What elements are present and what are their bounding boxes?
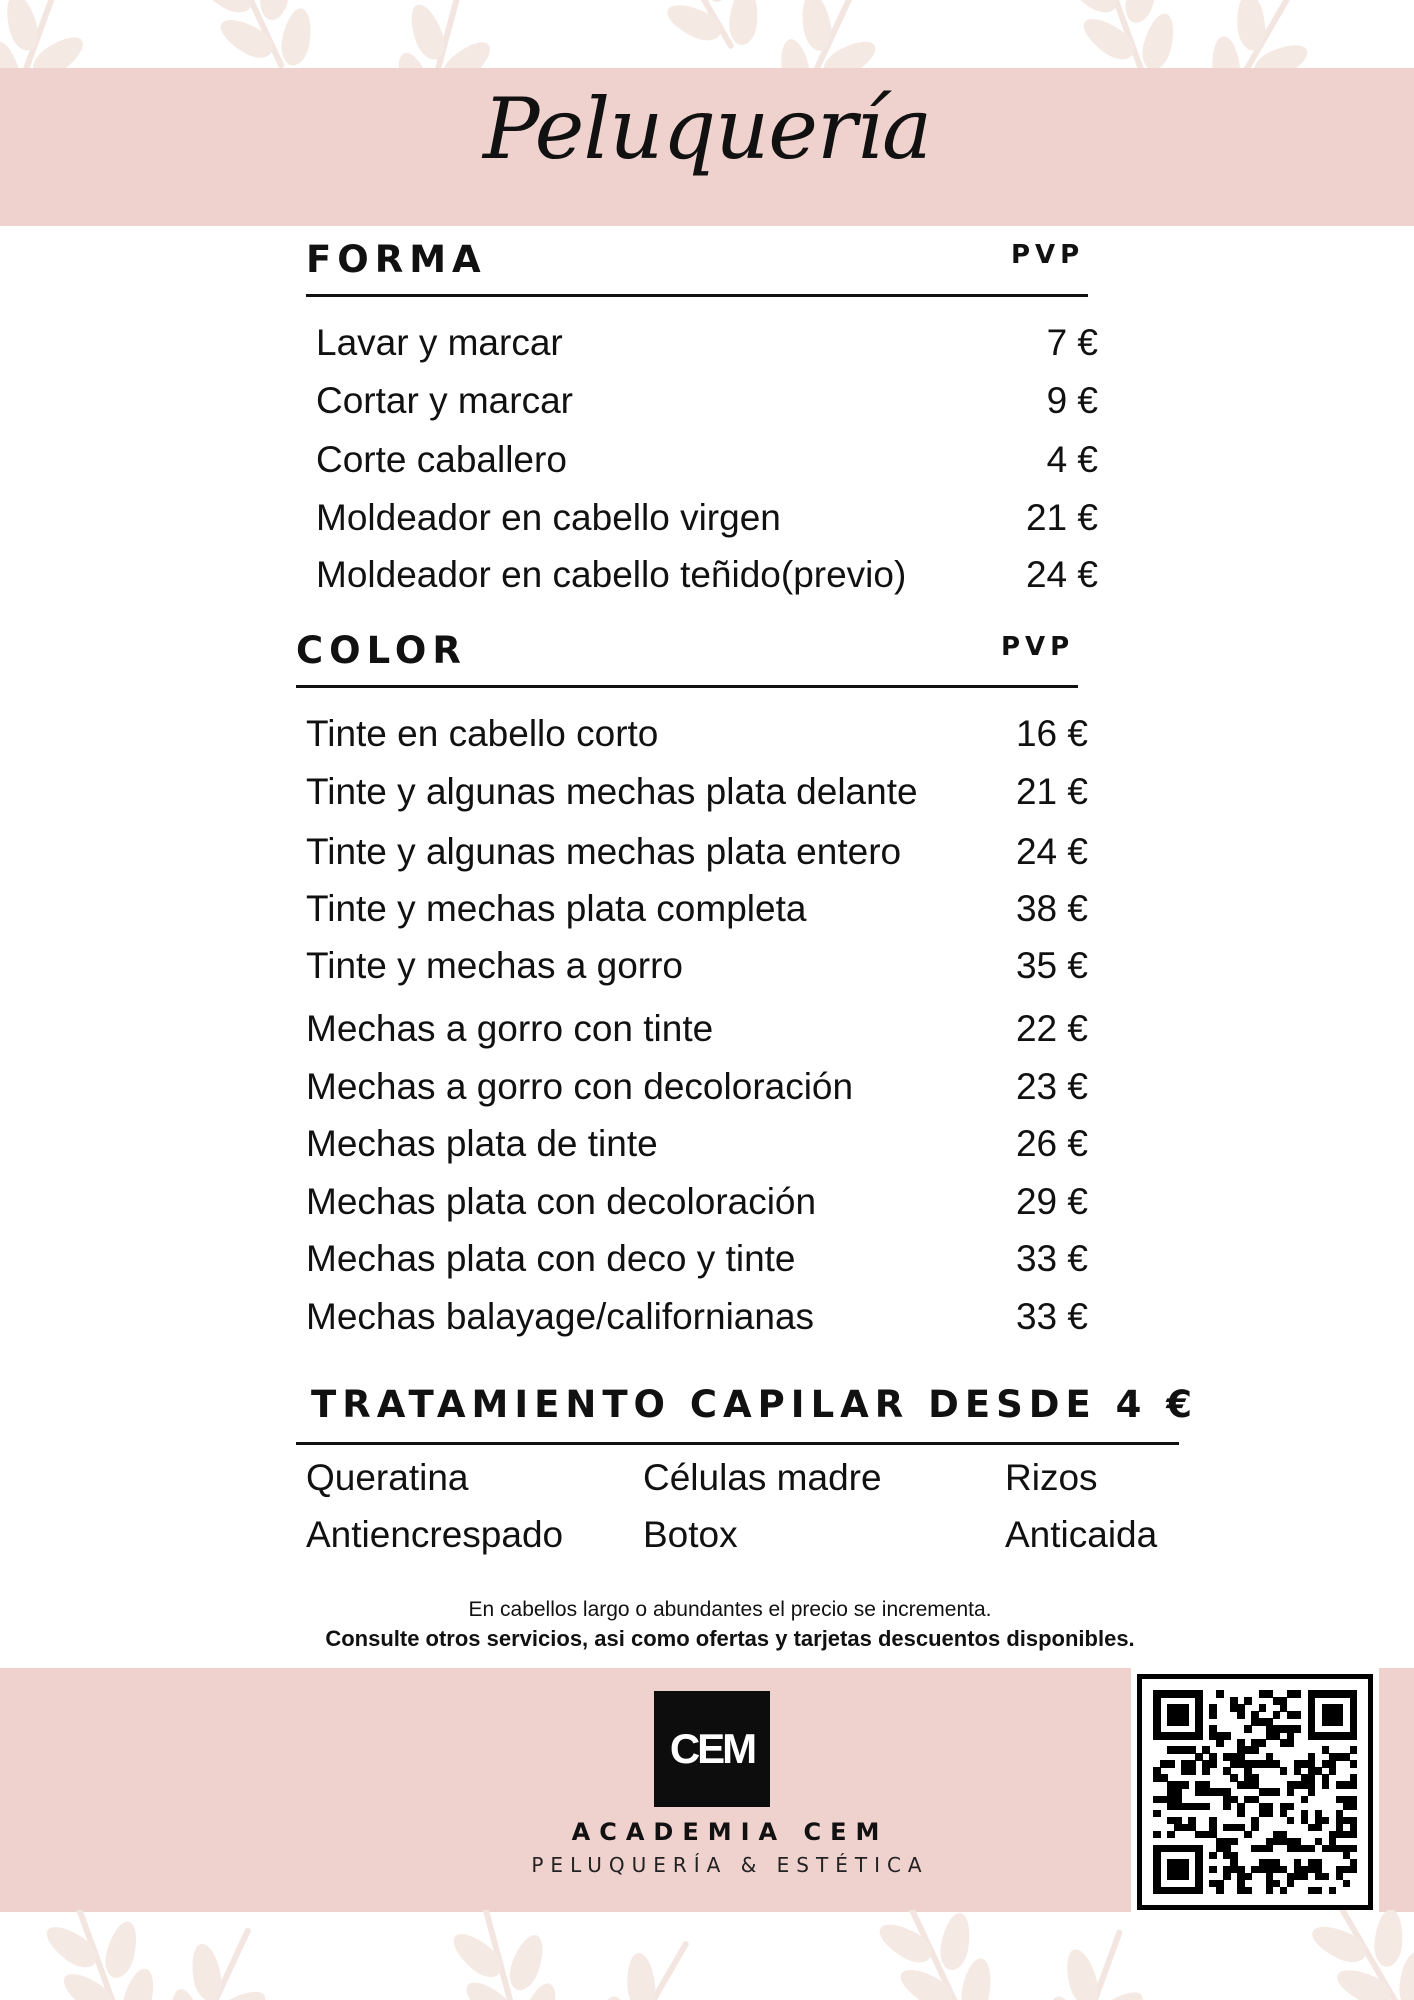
forma-item-price: 7 € xyxy=(1046,322,1098,363)
logo-text: CEM xyxy=(669,1725,755,1772)
forma-item-name: Moldeador en cabello teñido(previo) xyxy=(316,554,907,595)
forma-item-price: 24 € xyxy=(1025,554,1098,595)
forma-item-price: 9 € xyxy=(1046,380,1098,421)
forma-divider xyxy=(306,294,1088,297)
color-item-price: 23 € xyxy=(1015,1066,1088,1107)
forma-pvp-label: PVP xyxy=(1011,240,1085,270)
tratamiento-option: Botox xyxy=(643,1514,738,1555)
color-item-price: 22 € xyxy=(1015,1008,1088,1049)
page-title: Peluquería xyxy=(482,80,932,178)
color-item-name: Tinte y mechas plata completa xyxy=(306,888,807,929)
color-item-price: 38 € xyxy=(1015,888,1088,929)
color-item-name: Mechas a gorro con tinte xyxy=(306,1008,714,1049)
tratamiento-heading: TRATAMIENTO CAPILAR DESDE 4 € xyxy=(311,1383,1199,1426)
color-item-price: 26 € xyxy=(1015,1123,1088,1164)
forma-item-name: Lavar y marcar xyxy=(316,322,563,363)
color-item-name: Mechas balayage/californianas xyxy=(306,1296,815,1337)
forma-item-price: 4 € xyxy=(1046,439,1098,480)
color-item-name: Mechas a gorro con decoloración xyxy=(306,1066,854,1107)
color-divider xyxy=(296,685,1078,688)
color-item-name: Mechas plata de tinte xyxy=(306,1123,658,1164)
color-item-name: Mechas plata con deco y tinte xyxy=(306,1238,796,1279)
color-item-price: 29 € xyxy=(1015,1181,1088,1222)
forma-heading: FORMA xyxy=(306,238,487,281)
tratamiento-option: Antiencrespado xyxy=(306,1514,564,1555)
forma-item-name: Cortar y marcar xyxy=(316,380,573,421)
forma-item-name: Moldeador en cabello virgen xyxy=(316,497,781,538)
color-item-price: 33 € xyxy=(1015,1296,1088,1337)
tratamiento-divider xyxy=(296,1442,1179,1445)
color-item-price: 35 € xyxy=(1015,945,1088,986)
color-pvp-label: PVP xyxy=(1001,632,1075,662)
brand-subtitle: PELUQUERÍA & ESTÉTICA xyxy=(531,1853,929,1877)
tratamiento-option: Rizos xyxy=(1005,1457,1098,1498)
color-item-price: 33 € xyxy=(1015,1238,1088,1279)
note-offers: Consulte otros servicios, asi como ofertas y tarjetas descuentos disponibles. xyxy=(325,1626,1135,1651)
tratamiento-option: Anticaida xyxy=(1005,1514,1158,1555)
qr-code-icon[interactable] xyxy=(1131,1668,1379,1916)
brand-name: ACADEMIA CEM xyxy=(571,1818,889,1846)
tratamiento-option: Queratina xyxy=(306,1457,469,1498)
color-heading: COLOR xyxy=(296,629,467,672)
tratamiento-option: Células madre xyxy=(643,1457,882,1498)
leaf-pattern-bottom xyxy=(0,1910,1414,2000)
color-item-name: Tinte y algunas mechas plata entero xyxy=(306,831,902,872)
color-item-price: 24 € xyxy=(1015,831,1088,872)
color-item-price: 21 € xyxy=(1015,771,1088,812)
color-item-name: Tinte y algunas mechas plata delante xyxy=(306,771,918,812)
forma-item-name: Corte caballero xyxy=(316,439,567,480)
cem-logo-icon xyxy=(654,1691,770,1807)
forma-item-price: 21 € xyxy=(1025,497,1098,538)
color-item-name: Mechas plata con decoloración xyxy=(306,1181,817,1222)
color-item-name: Tinte en cabello corto xyxy=(306,713,659,754)
leaf-pattern-top xyxy=(0,0,1414,70)
color-item-price: 16 € xyxy=(1015,713,1088,754)
color-item-name: Tinte y mechas a gorro xyxy=(306,945,684,986)
note-length: En cabellos largo o abundantes el precio se incrementa. xyxy=(468,1598,992,1621)
